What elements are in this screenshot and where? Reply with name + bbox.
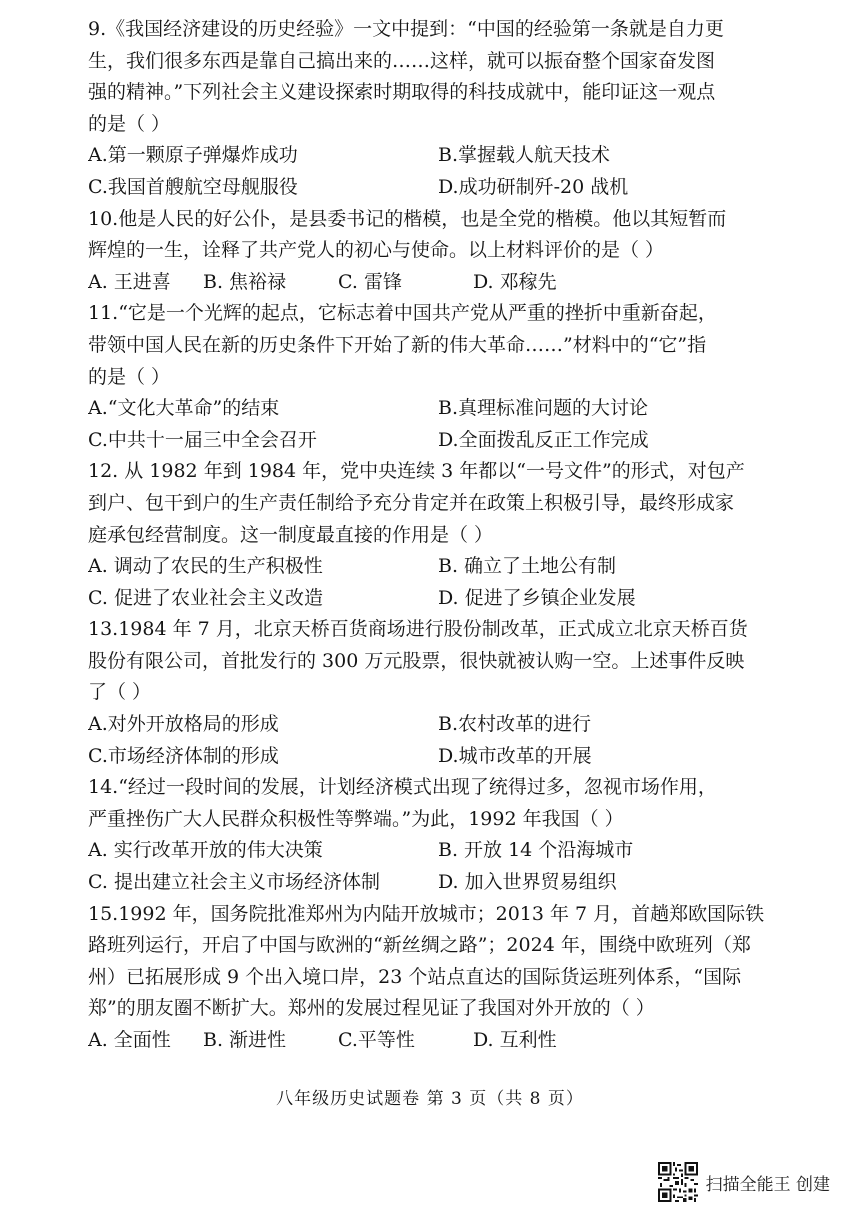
question-stem-line: 路班列运行，开启了中国与欧洲的“新丝绸之路”；2024 年，围绕中欧班列（郑 [88,934,751,957]
options-row [88,867,788,899]
question-list [88,14,788,1057]
question-stem-line: 生，我们很多东西是靠自己搞出来的……这样，就可以振奋整个国家奋发图 [88,49,716,72]
answer-option: B. 确立了土地公有制 [438,555,617,578]
options-row [88,709,788,741]
answer-option: A.对外开放格局的形成 [88,713,279,736]
question-stem-line: 股份有限公司，首批发行的 300 万元股票，很快就被认购一空。上述事件反映 [88,649,745,672]
answer-option: B.农村改革的进行 [438,713,592,736]
question-stem-line: 11.“它是一个光辉的起点，它标志着中国共产党从严重的挫折中重新奋起， [88,302,717,325]
question-stem-line: 12. 从 1982 年到 1984 年，党中央连续 3 年都以“一号文件”的形式，对包产 [88,460,745,483]
options-row [88,140,788,172]
question-stem-line: 了（ ） [88,681,152,704]
answer-option: C. 促进了农业社会主义改造 [88,586,323,609]
answer-option: D.全面拨乱反正工作完成 [438,428,649,451]
question-block [88,14,788,204]
question-stem-line: 9.《我国经济建设的历史经验》一文中提到：“中国的经验第一条就是自力更 [88,18,724,40]
question-stem-line: 到户、包干到户的生产责任制给予充分肯定并在政策上积极引导，最终形成家 [88,491,735,514]
watermark-text: 扫描全能王 创建 [705,1174,830,1195]
answer-option: C.我国首艘航空母舰服役 [88,175,298,198]
answer-option: A. 王进喜 [88,270,171,293]
question-stem-line: 严重挫伤广大人民群众积极性等弊端。”为此，1992 年我国（ ） [88,807,624,830]
answer-option: D. 促进了乡镇企业发展 [438,586,636,609]
options-row [88,551,788,583]
question-stem-line: 14.“经过一段时间的发展，计划经济模式出现了统得过多，忽视市场作用， [88,776,717,799]
answer-option: A.第一颗原子弹爆炸成功 [88,144,298,167]
question-stem-line: 15.1992 年，国务院批准郑州为内陆开放城市；2013 年 7 月，首趟郑欧国际铁 [88,902,765,925]
question-block [88,204,788,299]
options-row [88,393,788,425]
question-block [88,456,788,614]
question-stem-line: 强的精神。”下列社会主义建设探索时期取得的科技成就中，能印证这一观点 [88,81,716,104]
question-stem-line: 带领中国人民在新的历史条件下开始了新的伟大革命……”材料中的“它”指 [88,333,707,356]
answer-option: A. 实行改革开放的伟大决策 [88,839,323,862]
answer-option: B.真理标准问题的大讨论 [438,397,649,420]
question-stem-line: 郑”的朋友圈不断扩大。郑州的发展过程见证了我国对外开放的（ ） [88,997,655,1020]
question-stem-line: 辉煌的一生，诠释了共产党人的初心与使命。以上材料评价的是（ ） [88,239,665,262]
page-footer: 八年级历史试题卷 第 3 页（共 8 页） [276,1089,584,1109]
question-block [88,772,788,898]
question-stem-line: 庭承包经营制度。这一制度最直接的作用是（ ） [88,523,494,546]
answer-option: C.中共十一届三中全会召开 [88,428,317,451]
options-row [88,835,788,867]
answer-option: B. 焦裕禄 [203,270,287,293]
options-row [88,425,788,457]
options-row [88,1025,788,1057]
answer-option: B.掌握载人航天技术 [438,144,611,167]
answer-option: D. 加入世界贸易组织 [438,871,617,894]
options-row [88,583,788,615]
answer-option: A. 全面性 [88,1029,171,1051]
answer-option: C.市场经济体制的形成 [88,744,279,767]
answer-option: C.平等性 [338,1029,415,1051]
answer-option: D.城市改革的开展 [438,744,592,767]
question-stem-line: 的是（ ） [88,112,171,135]
question-block [88,899,788,1057]
answer-option: A. 调动了农民的生产积极性 [88,555,323,578]
qr-code-icon [658,1162,698,1202]
question-stem-line: 的是（ ） [88,365,171,388]
question-stem-line: 13.1984 年 7 月，北京天桥百货商场进行股份制改革，正式成立北京天桥百货 [88,618,748,641]
options-row [88,172,788,204]
question-stem-line: 州）已拓展形成 9 个出入境口岸，23 个站点直达的国际货运班列体系，“国际 [88,965,742,988]
question-block [88,614,788,772]
answer-option: B. 渐进性 [203,1029,287,1051]
scanner-watermark [658,1162,830,1202]
question-stem-line: 10.他是人民的好公仆，是县委书记的楷模，也是全党的楷模。他以其短暂而 [88,207,727,230]
options-row [88,267,788,299]
answer-option: D. 邓稼先 [473,270,557,293]
answer-option: D. 互利性 [473,1029,557,1051]
options-row [88,741,788,773]
answer-option: C. 提出建立社会主义市场经济体制 [88,871,380,894]
answer-option: D.成功研制歼-20 战机 [438,175,629,198]
question-block [88,298,788,456]
answer-option: A.“文化大革命”的结束 [88,397,280,420]
answer-option: C. 雷锋 [338,270,402,293]
answer-option: B. 开放 14 个沿海城市 [438,839,634,862]
